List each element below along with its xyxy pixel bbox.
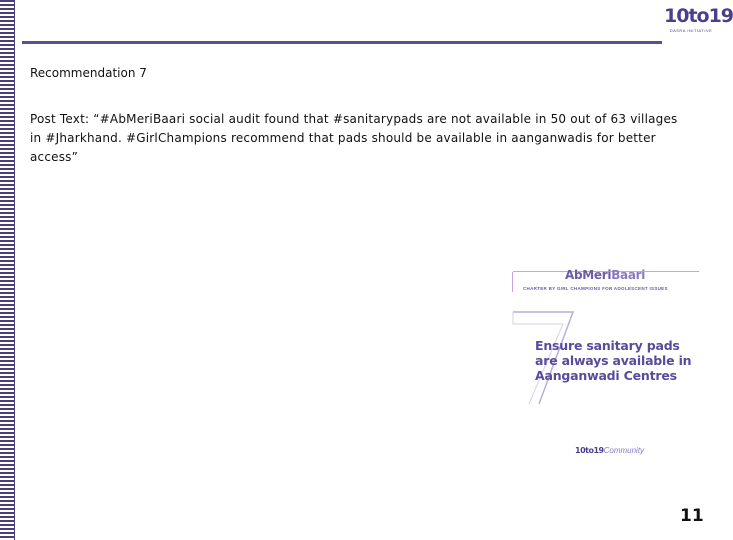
brand-baari: Baari [611, 268, 646, 282]
header-rule [22, 41, 662, 44]
seven-number: 7 [511, 310, 512, 311]
card-left-rule [512, 272, 513, 292]
card-footer-logo [575, 446, 644, 455]
logo-text: 10to19 [664, 5, 733, 27]
logo-subtext: DASRA INITIATIVE [669, 28, 713, 33]
card-tagline: CHARTER BY GIRL CHAMPIONS FOR ADOLESCENT ISSUES [523, 286, 668, 291]
page-number: 11 [680, 506, 704, 526]
footer-logo-text: 10to19 [575, 446, 604, 455]
post-text: Post Text: “#AbMeriBaari social audit found that #sanitarypads are not available in 50 out of 63 villages in #Jharkhand. #GirlChampions recommend that pads should be available in aanganwadis for better access” [30, 112, 678, 164]
card-headline: Ensure sanitary pads are always available in Aanganwadi Centres [535, 338, 692, 383]
card-brand-logo [565, 268, 645, 282]
footer-community-text: Community [603, 446, 645, 455]
10to19-logo [664, 4, 733, 40]
brand-meri: Meri [582, 268, 612, 282]
recommendation-heading: Recommendation 7 [30, 66, 147, 80]
brand-ab: Ab [565, 268, 583, 282]
recommendation-card-image [505, 262, 705, 462]
left-decorative-stripe [0, 0, 15, 540]
